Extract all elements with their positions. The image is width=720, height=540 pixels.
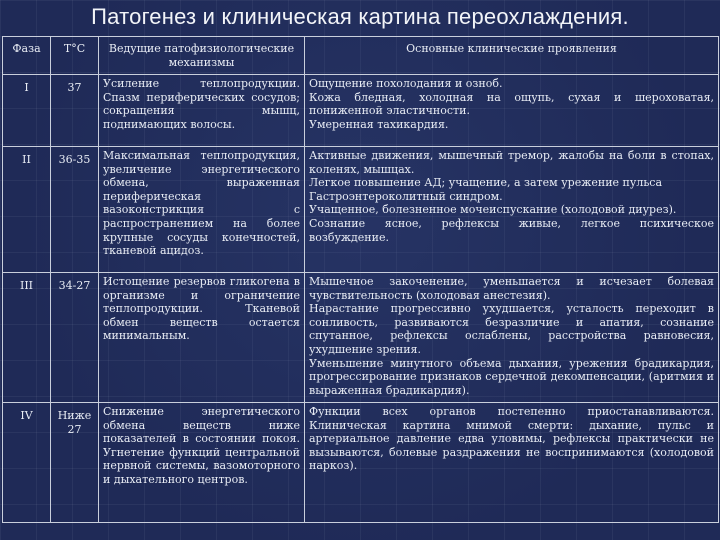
clinical-line: Кожа бледная, холодная на ощупь, сухая и шероховатая, пониженной эластичности.	[309, 90, 714, 118]
header-mechanisms: Ведущие патофизиологические механизмы	[99, 37, 305, 75]
mechanisms-cell: Максимальная теплопродукция, увеличение энергетического обмена, выраженная периферическая вазоконстрикция с распространением на более крупные сосуды конечностей, тканевой ацидоз.	[99, 147, 305, 273]
hypothermia-table	[2, 36, 719, 523]
phase-cell: IV	[3, 403, 51, 523]
clinical-line: Гастроэнтероколитный синдром.	[309, 189, 503, 203]
table-row	[3, 273, 719, 403]
table-row	[3, 403, 719, 523]
clinical-line: Сознание ясное, рефлексы живые, легкое психическое возбуждение.	[309, 216, 714, 244]
clinical-line: Ощущение похолодания и озноб.	[309, 77, 503, 90]
clinical-cell	[305, 403, 719, 523]
clinical-line: Учащенное, болезненное мочеиспускание (холодовой диурез).	[309, 203, 677, 217]
header-phase: Фаза	[3, 37, 51, 75]
clinical-cell	[305, 75, 719, 147]
header-clinical: Основные клинические проявления	[305, 37, 719, 75]
slide-title: Патогенез и клиническая картина переохлаждения.	[91, 4, 629, 29]
clinical-line: Нарастание прогрессивно ухудшается, усталость переходит в сонливость, развиваются безразличие и апатия, сознание спутанное, рефлексы ослаблены, расстройства равновесия, ухудшение зрения.	[309, 302, 714, 356]
clinical-line: Мышечное закоченение, уменьшается и исчезает болевая чувствительность (холодовая анестезия).	[309, 275, 714, 302]
temperature-cell: 37	[51, 75, 99, 147]
clinical-cell	[305, 147, 719, 273]
clinical-line: Уменьшение минутного объема дыхания, урежения брадикардия, прогрессирование признаков сердечной декомпенсации, (аритмия и выраженная брадикардия).	[309, 356, 714, 397]
table-row	[3, 147, 719, 273]
clinical-line: Функции всех органов постепенно приостанавливаются. Клиническая картина мнимой смерти: дыхание, пульс и артериальное давление едва уловимы, рефлексы практически не вызываются, болевые раздражения не воспринимаются (холодовой наркоз).	[309, 405, 714, 473]
phase-cell: III	[3, 273, 51, 403]
header-row	[3, 37, 719, 75]
clinical-cell	[305, 273, 719, 403]
clinical-line: Активные движения, мышечный тремор, жалобы на боли в стопах, коленях, мышцах.	[309, 149, 714, 176]
phase-cell: I	[3, 75, 51, 147]
header-temperature: Т°С	[51, 37, 99, 75]
temperature-cell: 34-27	[51, 273, 99, 403]
table-row	[3, 75, 719, 147]
temperature-cell: 36-35	[51, 147, 99, 273]
mechanisms-cell: Усиление теплопродукции. Спазм периферических сосудов; сокращения мышц, поднимающих волосы.	[99, 75, 305, 147]
mechanisms-cell: Снижение энергетического обмена веществ ниже показателей в состоянии покоя. Угнетение функций центральной нервной системы, вазомоторного и дыхательного центров.	[99, 403, 305, 523]
temperature-cell: Ниже 27	[51, 403, 99, 523]
phase-cell: II	[3, 147, 51, 273]
clinical-line: Умеренная тахикардия.	[309, 117, 449, 131]
mechanisms-cell: Истощение резервов гликогена в организме и ограничение теплопродукции. Тканевой обмен веществ остается минимальным.	[99, 273, 305, 403]
clinical-line: Легкое повышение АД; учащение, а затем урежение пульса	[309, 176, 663, 190]
